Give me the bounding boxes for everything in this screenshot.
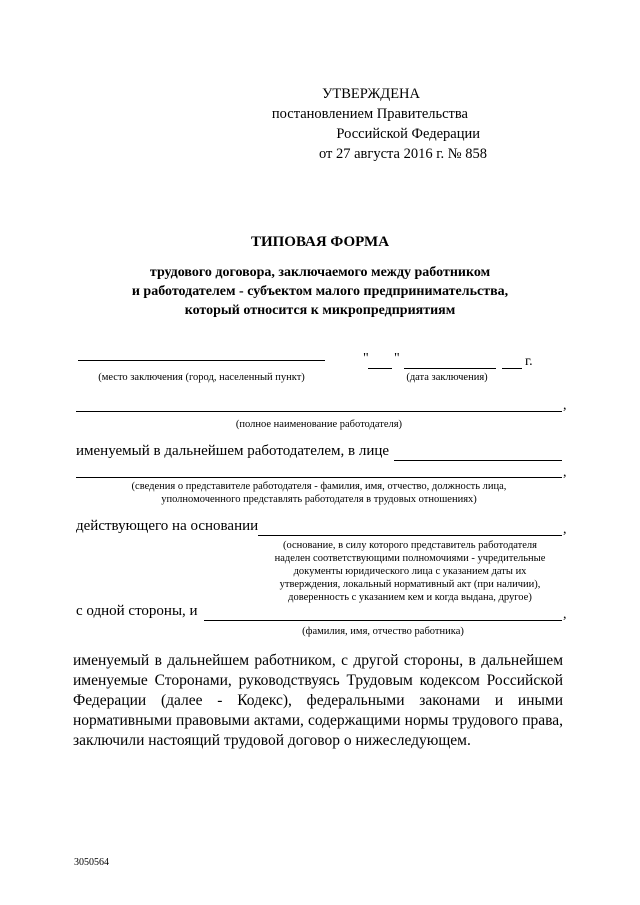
date-quote-open: " bbox=[363, 351, 369, 366]
date-month-field[interactable] bbox=[404, 368, 496, 369]
employee-comma: , bbox=[563, 607, 567, 622]
approval-heading: УТВЕРЖДЕНА bbox=[322, 86, 420, 102]
representative-field-2[interactable] bbox=[76, 477, 562, 478]
basis-label: действующего на основании bbox=[76, 518, 259, 534]
basis-caption-line-1: (основание, в силу которого представитель работодателя bbox=[282, 540, 537, 551]
basis-caption-line-3: документы юридического лица с указанием даты их bbox=[293, 566, 527, 577]
employee-name-field[interactable] bbox=[204, 620, 562, 621]
subtitle-line-3: который относится к микропредприятиям bbox=[184, 303, 456, 318]
basis-comma: , bbox=[563, 522, 567, 537]
representative-field-1[interactable] bbox=[394, 460, 562, 461]
subtitle-line-2: и работодателем - субъектом малого предпринимательства, bbox=[131, 284, 509, 299]
employer-comma: , bbox=[563, 398, 567, 413]
form-subtitle bbox=[0, 263, 640, 320]
basis-caption-line-4: утверждения, локальный нормативный акт (при наличии), bbox=[279, 579, 541, 590]
subtitle-line-1: трудового договора, заключаемого между работником bbox=[149, 265, 491, 280]
date-year-suffix: г. bbox=[525, 354, 533, 369]
representative-caption bbox=[76, 480, 562, 506]
representative-label: именуемый в дальнейшем работодателем, в лице bbox=[76, 443, 390, 459]
approval-line-3: Российской Федерации bbox=[336, 126, 480, 142]
representative-comma: , bbox=[563, 465, 567, 480]
representative-caption-line-2: уполномоченного представлять работодателя в трудовых отношениях) bbox=[161, 494, 477, 505]
date-day-field[interactable] bbox=[368, 368, 392, 369]
representative-caption-line-1: (сведения о представителе работодателя - фамилия, имя, отчество, должность лица, bbox=[131, 481, 507, 492]
basis-caption-line-2: наделен соответствующими полномочиями - учредительные bbox=[274, 553, 546, 564]
basis-caption-line-5: доверенность с указанием кем и когда выдана, другое) bbox=[288, 592, 532, 603]
approval-block bbox=[0, 84, 487, 164]
date-caption: (дата заключения) bbox=[406, 372, 488, 383]
basis-field[interactable] bbox=[258, 535, 562, 536]
approval-line-4: от 27 августа 2016 г. № 858 bbox=[318, 146, 487, 162]
date-quote-close: " bbox=[394, 351, 400, 366]
contract-preamble: именуемый в дальнейшем работником, с другой стороны, в дальнейшем именуемые Сторонами, руководствуясь Трудовым кодексом Российской Федерации (далее - Кодекс), федеральными законами и иными нормативными правовыми актами, содержащими нормы трудового права, заключили настоящий трудовой договор о нижеследующем. bbox=[73, 652, 563, 749]
approval-line-2: постановлением Правительства bbox=[271, 106, 468, 122]
place-caption: (место заключения (город, населенный пункт) bbox=[98, 372, 305, 383]
employee-caption: (фамилия, имя, отчество работника) bbox=[302, 626, 464, 637]
basis-caption bbox=[258, 539, 562, 604]
employer-caption: (полное наименование работодателя) bbox=[235, 419, 403, 430]
employee-label: с одной стороны, и bbox=[76, 603, 198, 619]
date-year-field[interactable] bbox=[502, 368, 522, 369]
form-title: ТИПОВАЯ ФОРМА bbox=[250, 234, 390, 250]
place-field[interactable] bbox=[78, 360, 325, 361]
employer-name-field[interactable] bbox=[76, 411, 562, 412]
footer-document-code: 3050564 bbox=[74, 857, 109, 868]
